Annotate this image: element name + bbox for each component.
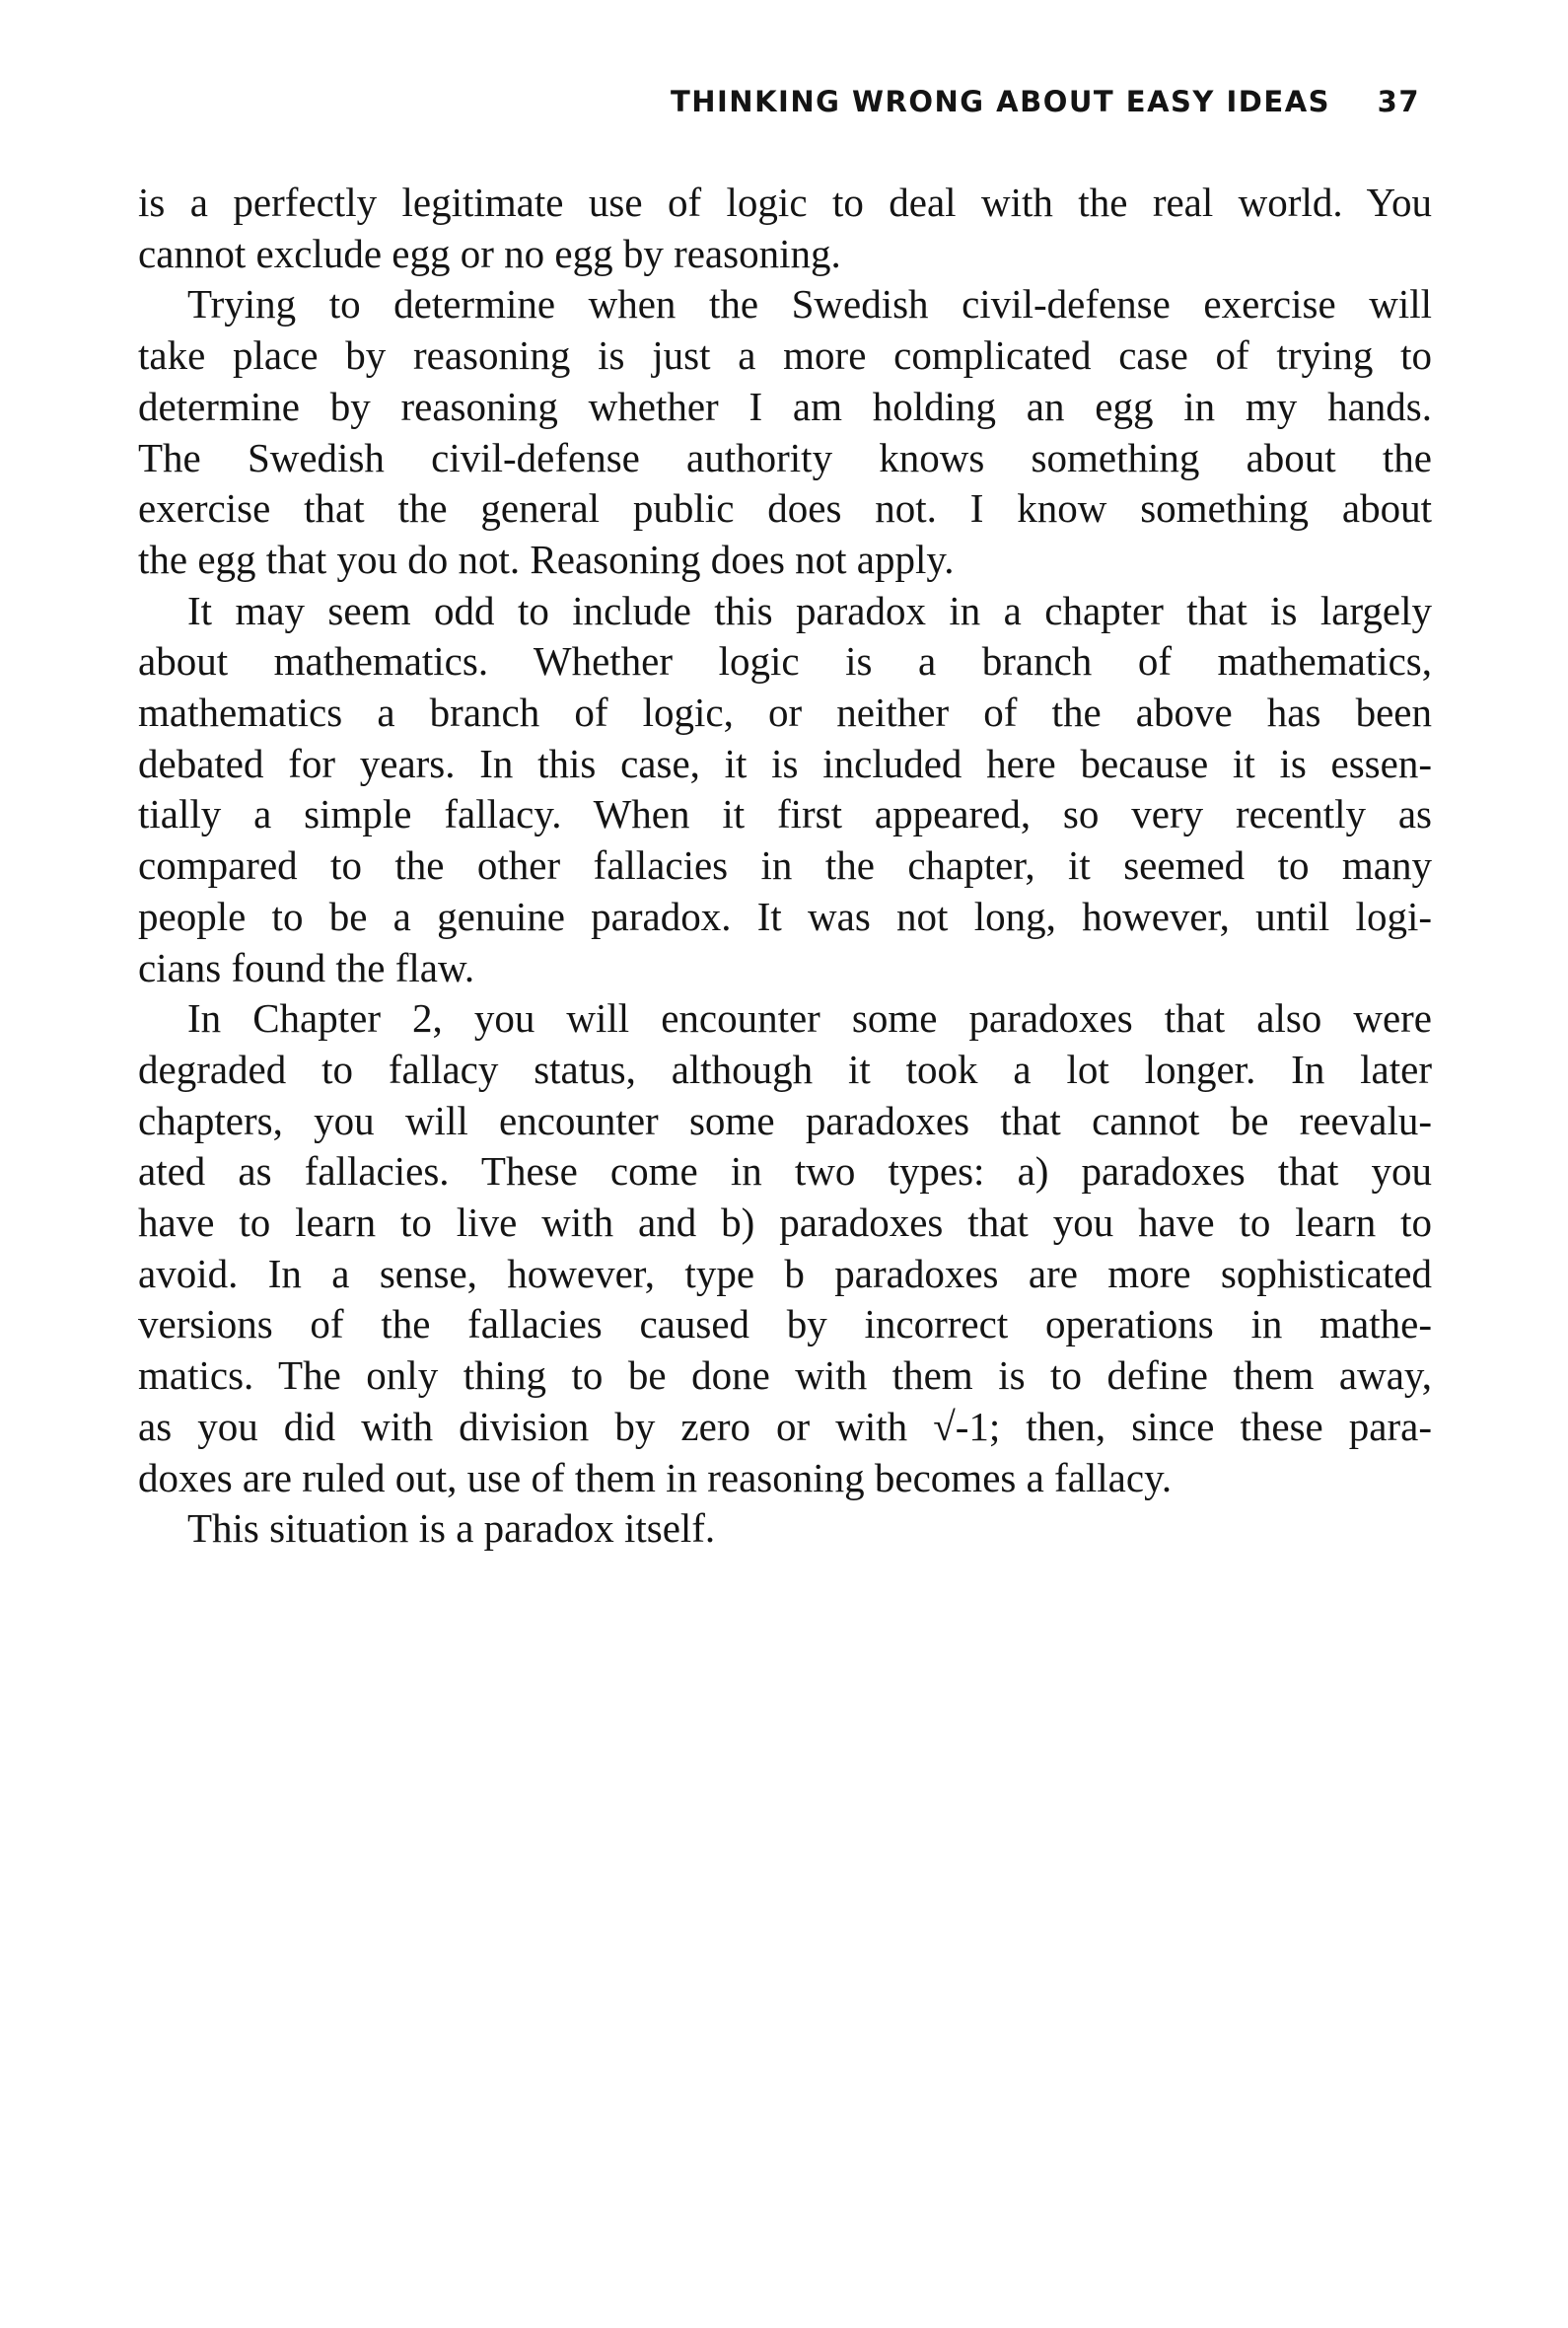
text-line: In Chapter 2, you will encounter some paradoxes that also were xyxy=(187,995,1432,1042)
text-line: mathematics a branch of logic, or neither of the above has been xyxy=(138,690,1432,736)
text-line: debated for years. In this case, it is included here because it is essen- xyxy=(138,740,1432,786)
text-line: avoid. In a sense, however, type b paradoxes are more sophisticated xyxy=(138,1250,1432,1296)
text-line: degraded to fallacy status, although it took a lot longer. In later xyxy=(138,1046,1432,1092)
paragraph-5 xyxy=(138,1503,1432,1555)
text-line: have to learn to live with and b) paradoxes that you have to learn to xyxy=(138,1200,1432,1246)
text-line: ated as fallacies. These come in two types: a) paradoxes that you xyxy=(138,1148,1432,1195)
text-line: cannot exclude egg or no egg by reasoning. xyxy=(138,230,841,276)
text-line: versions of the fallacies caused by incorrect operations in mathe- xyxy=(138,1301,1432,1347)
text-line: This situation is a paradox itself. xyxy=(187,1505,716,1552)
text-line: take place by reasoning is just a more complicated case of trying to xyxy=(138,332,1432,379)
text-line: as you did with division by zero or with √-1; then, since these para- xyxy=(138,1403,1432,1449)
paragraph-2 xyxy=(138,279,1432,585)
text-line: The Swedish civil-defense authority knows something about the xyxy=(138,434,1432,480)
text-line: is a perfectly legitimate use of logic to deal with the real world. You xyxy=(138,180,1432,225)
text-line: Trying to determine when the Swedish civil-defense exercise will xyxy=(187,281,1432,327)
paragraph-3 xyxy=(138,586,1432,994)
text-line: determine by reasoning whether I am holding an egg in my hands. xyxy=(138,383,1432,429)
text-line: about mathematics. Whether logic is a branch of mathematics, xyxy=(138,638,1432,685)
text-line: matics. The only thing to be done with them is to define them away, xyxy=(138,1352,1432,1399)
paragraph-1 xyxy=(138,178,1432,279)
text-line: people to be a genuine paradox. It was not long, however, until logi- xyxy=(138,893,1432,939)
body-text xyxy=(138,178,1432,1555)
text-line: exercise that the general public does not. I know something about xyxy=(138,485,1432,532)
running-head-title: THINKING WRONG ABOUT EASY IDEAS xyxy=(670,85,1331,118)
text-line: cians found the flaw. xyxy=(138,944,475,990)
page-number: 37 xyxy=(1377,85,1420,118)
text-line: doxes are ruled out, use of them in reasoning becomes a fallacy. xyxy=(138,1454,1173,1500)
text-line: It may seem odd to include this paradox in a chapter that is largely xyxy=(187,587,1432,633)
text-line: compared to the other fallacies in the chapter, it seemed to many xyxy=(138,842,1432,889)
paragraph-4 xyxy=(138,993,1432,1503)
text-line: the egg that you do not. Reasoning does not apply. xyxy=(138,536,955,582)
text-line: tially a simple fallacy. When it first appeared, so very recently as xyxy=(138,791,1432,837)
text-line: chapters, you will encounter some paradoxes that cannot be reevalu- xyxy=(138,1097,1432,1143)
running-head xyxy=(671,85,1420,118)
